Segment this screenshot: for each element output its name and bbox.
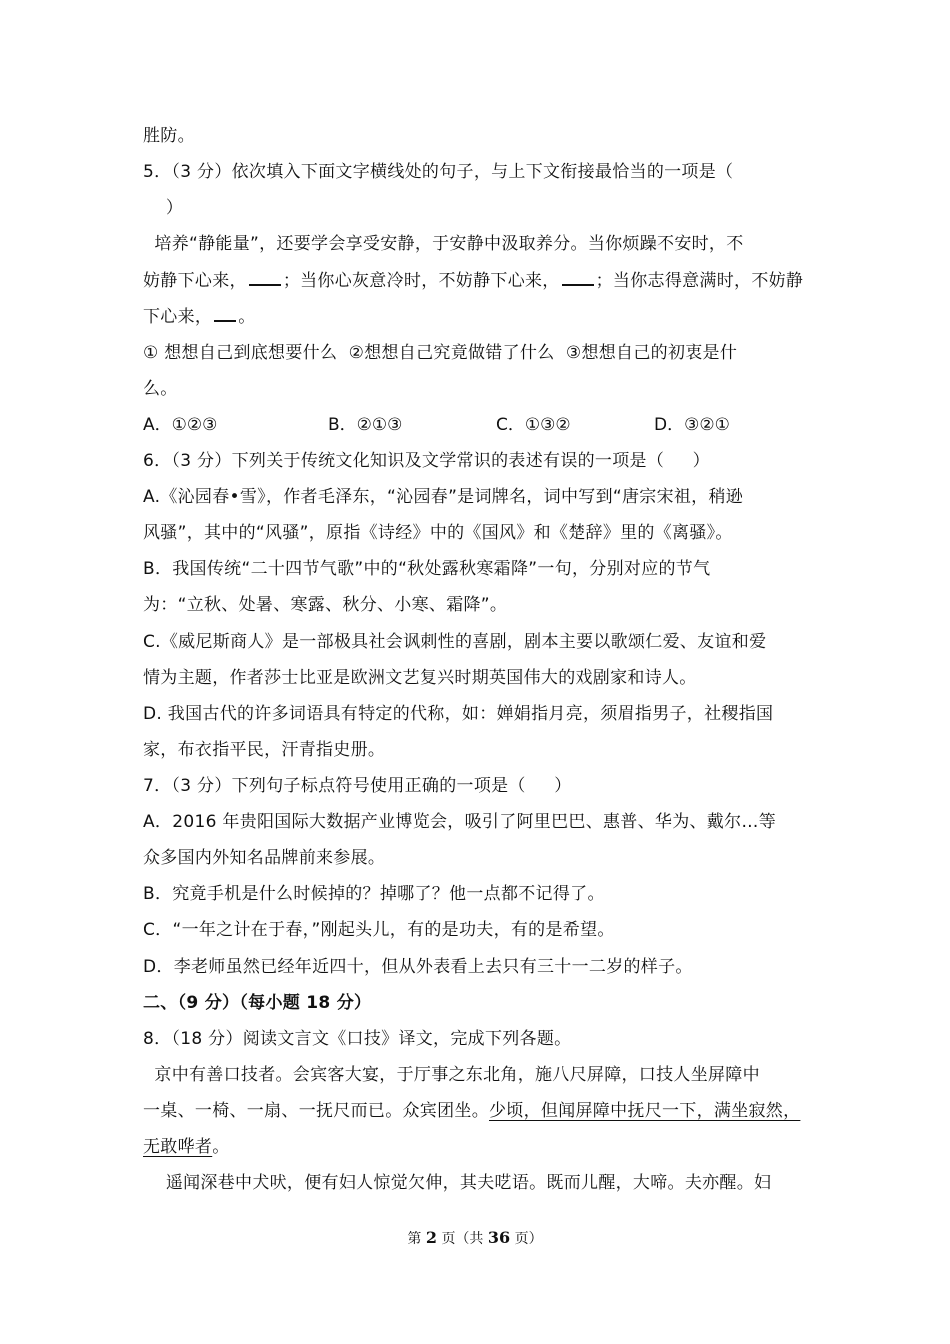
question-7-option-b: B．究竟手机是什么时候掉的？掉哪了？他一点都不记得了。 <box>143 884 605 904</box>
question-5-paren: ） <box>143 198 184 218</box>
question-5-option-d: D．③②① <box>654 415 730 435</box>
question-6-stem: 6．（3 分）下列关于传统文化知识及文学常识的表述有误的一项是（ ） <box>143 451 710 471</box>
question-5-stem: 5．（3 分）依次填入下面文字横线处的句子，与上下文衔接最恰当的一项是（ <box>143 162 734 182</box>
question-6-option-d: D. 我国古代的许多词语具有特定的代称，如：婵娟指月亮，须眉指男子，社稷指国 <box>143 704 774 724</box>
question-7-option-d: D．李老师虽然已经年近四十，但从外表看上去只有三十一二岁的样子。 <box>143 957 693 977</box>
page-footer <box>0 1228 950 1248</box>
section-heading: 二、（9 分）（每小题 18 分） <box>143 993 372 1013</box>
total-pages: 36 <box>487 1228 511 1247</box>
text-fragment: ；当你志得意满时，不妨静 <box>595 271 804 291</box>
text-fragment: 。 <box>238 307 256 327</box>
question-5-passage-line <box>143 268 803 293</box>
question-7-option-c: C．“一年之计在于春，”刚起头儿，有的是功夫，有的是希望。 <box>143 920 615 940</box>
underlined-sentence: 少顷，但闻屏障中抚尺一下，满坐寂然， <box>489 1101 801 1121</box>
question-6-option-b-cont: 为：“立秋、处暑、寒露、秋分、小寒、霜降”。 <box>143 595 508 615</box>
footer-text: 页（共 <box>441 1231 484 1247</box>
question-5-option-a: A．①②③ <box>143 415 218 435</box>
question-5-passage-line: 培养“静能量”，还要学会享受安静，于安静中汲取养分。当你烦躁不安时，不 <box>143 234 744 254</box>
answer-blank <box>214 304 236 322</box>
text-line: 胜防。 <box>143 126 195 146</box>
page-number: 2 <box>425 1228 437 1247</box>
question-6-option-a-cont: 风骚”，其中的“风骚”，原指《诗经》中的《国风》和《楚辞》里的《离骚》。 <box>143 523 733 543</box>
question-6-option-c: C.《威尼斯商人》是一部极具社会讽刺性的喜剧，剧本主要以歌颂仁爱、友谊和爱 <box>143 632 767 652</box>
text-fragment: 妨静下心来， <box>143 271 247 291</box>
text-fragment: 。 <box>212 1137 230 1157</box>
question-5-option-c: C．①③② <box>496 415 571 435</box>
passage-line: 京中有善口技者。会宾客大宴，于厅事之东北角，施八尺屏障，口技人坐屏障中 <box>143 1065 760 1085</box>
text-fragment: ；当你心灰意冷时，不妨静下心来， <box>282 271 560 291</box>
question-6-option-b: B．我国传统“二十四节气歌”中的“秋处露秋寒霜降”一句，分别对应的节气 <box>143 559 711 579</box>
text-fragment: 下心来， <box>143 307 213 327</box>
question-5-sentences-cont: 么。 <box>143 379 178 399</box>
passage-line: 遥闻深巷中犬吠，便有妇人惊觉欠伸，其夫呓语。既而儿醒，大啼。夫亦醒。妇 <box>143 1173 772 1193</box>
question-6-option-a: A.《沁园春•雪》，作者毛泽东，“沁园春”是词牌名，词中写到“唐宗宋祖，稍逊 <box>143 487 744 507</box>
question-5-passage-line <box>143 304 256 329</box>
question-6-option-d-cont: 家，布衣指平民，汗青指史册。 <box>143 740 386 760</box>
answer-blank <box>562 268 594 286</box>
question-6-option-c-cont: 情为主题，作者莎士比亚是欧洲文艺复兴时期英国伟大的戏剧家和诗人。 <box>143 668 697 688</box>
underlined-sentence: 无敢哗者 <box>143 1137 213 1157</box>
footer-text: 第 <box>407 1231 422 1247</box>
footer-text: 页） <box>514 1231 543 1247</box>
passage-line <box>143 1135 230 1159</box>
question-7-stem: 7．（3 分）下列句子标点符号使用正确的一项是（ ） <box>143 776 572 796</box>
question-7-option-a: A．2016 年贵阳国际大数据产业博览会，吸引了阿里巴巴、惠普、华为、戴尔…等 <box>143 812 776 832</box>
text-fragment: 一桌、一椅、一扇、一抚尺而已。众宾团坐。 <box>143 1101 489 1121</box>
question-5-option-b: B．②①③ <box>328 415 403 435</box>
answer-blank <box>249 268 281 286</box>
question-8-stem: 8．（18 分）阅读文言文《口技》译文，完成下列各题。 <box>143 1029 572 1049</box>
passage-line <box>143 1099 800 1123</box>
question-7-option-a-cont: 众多国内外知名品牌前来参展。 <box>143 848 386 868</box>
question-5-sentences: ① 想想自己到底想要什么 ②想想自己究竟做错了什么 ③想想自己的初衷是什 <box>143 343 738 363</box>
